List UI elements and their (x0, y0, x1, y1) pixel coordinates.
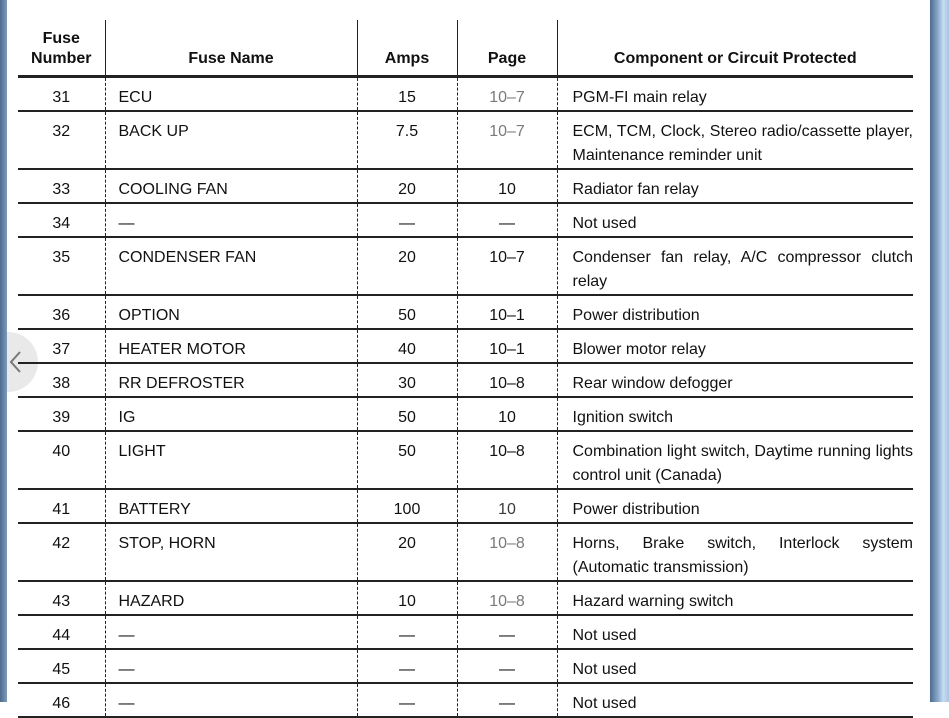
fuse-name-cell: — (105, 615, 357, 649)
fuse-number-cell: 39 (18, 397, 105, 431)
page-cell: 10–8 (457, 431, 557, 489)
amps-cell: — (357, 615, 457, 649)
fuse-number-cell: 43 (18, 581, 105, 615)
amps-cell: 40 (357, 329, 457, 363)
window-frame-left (0, 0, 7, 702)
header-fuse-number (18, 20, 105, 77)
fuse-name-cell: — (105, 683, 357, 717)
table-row (18, 295, 913, 329)
fuse-number-cell: 45 (18, 649, 105, 683)
page-cell: 10–7 (457, 237, 557, 295)
component-cell: Not used (557, 203, 913, 237)
fuse-number-cell: 46 (18, 683, 105, 717)
amps-cell: 50 (357, 295, 457, 329)
fuse-name-cell: RR DEFROSTER (105, 363, 357, 397)
page-cell: 10 (457, 397, 557, 431)
page-cell: 10–8 (457, 363, 557, 397)
fuse-name-cell: — (105, 649, 357, 683)
component-cell: Ignition switch (557, 397, 913, 431)
amps-cell: 20 (357, 523, 457, 581)
header-fuse-name: Fuse Name (105, 20, 357, 77)
page-cell: — (457, 683, 557, 717)
fuse-name-cell: HAZARD (105, 581, 357, 615)
fuse-number-cell: 42 (18, 523, 105, 581)
amps-cell: 50 (357, 397, 457, 431)
component-cell: Power distribution (557, 295, 913, 329)
fuse-name-cell: — (105, 203, 357, 237)
page-cell: 10 (457, 169, 557, 203)
fuse-number-cell: 36 (18, 295, 105, 329)
fuse-name-cell: IG (105, 397, 357, 431)
page-cell: — (457, 649, 557, 683)
header-amps: Amps (357, 20, 457, 77)
amps-cell: — (357, 683, 457, 717)
page-cell: 10–1 (457, 329, 557, 363)
header-fuse-number-line1: Fuse (42, 30, 80, 47)
component-cell: Blower motor relay (557, 329, 913, 363)
component-cell: Not used (557, 615, 913, 649)
amps-cell: 10 (357, 581, 457, 615)
table-row (18, 431, 913, 489)
page-cell: 10–8 (457, 581, 557, 615)
page-cell: 10–7 (457, 111, 557, 169)
window-frame-right (930, 0, 949, 702)
page-cell: — (457, 203, 557, 237)
fuse-name-cell: CONDENSER FAN (105, 237, 357, 295)
component-cell: Condenser fan relay, A/C compressor clutch relay (557, 237, 913, 295)
component-cell: Rear window defogger (557, 363, 913, 397)
page-cell: 10 (457, 489, 557, 523)
fuse-number-cell: 32 (18, 111, 105, 169)
amps-cell: 7.5 (357, 111, 457, 169)
table-row (18, 329, 913, 363)
fuse-name-cell: BACK UP (105, 111, 357, 169)
component-cell: Hazard warning switch (557, 581, 913, 615)
component-cell: Radiator fan relay (557, 169, 913, 203)
fuse-name-cell: COOLING FAN (105, 169, 357, 203)
amps-cell: 20 (357, 169, 457, 203)
header-component: Component or Circuit Protected (557, 20, 913, 77)
page-cell: — (457, 615, 557, 649)
table-row (18, 397, 913, 431)
table-row (18, 237, 913, 295)
table-row (18, 77, 913, 112)
component-cell: Power distribution (557, 489, 913, 523)
amps-cell: — (357, 203, 457, 237)
table-row (18, 615, 913, 649)
amps-cell: 50 (357, 431, 457, 489)
component-cell: Combination light switch, Daytime running lights control unit (Canada) (557, 431, 913, 489)
fuse-number-cell: 33 (18, 169, 105, 203)
table-row (18, 523, 913, 581)
fuse-number-cell: 38 (18, 363, 105, 397)
table-row (18, 203, 913, 237)
fuse-number-cell: 35 (18, 237, 105, 295)
amps-cell: 15 (357, 77, 457, 112)
fuse-name-cell: HEATER MOTOR (105, 329, 357, 363)
fuse-name-cell: BATTERY (105, 489, 357, 523)
fuse-number-cell: 40 (18, 431, 105, 489)
fuse-table (18, 20, 913, 718)
page-cell: 10–1 (457, 295, 557, 329)
amps-cell: — (357, 649, 457, 683)
table-row (18, 489, 913, 523)
fuse-number-cell: 34 (18, 203, 105, 237)
fuse-number-cell: 44 (18, 615, 105, 649)
page-cell: 10–8 (457, 523, 557, 581)
table-row (18, 649, 913, 683)
amps-cell: 30 (357, 363, 457, 397)
fuse-name-cell: STOP, HORN (105, 523, 357, 581)
header-fuse-number-line2: Number (31, 50, 92, 67)
component-cell: Not used (557, 649, 913, 683)
fuse-name-cell: ECU (105, 77, 357, 112)
fuse-number-cell: 37 (18, 329, 105, 363)
component-cell: Horns, Brake switch, Interlock system (Automatic transmission) (557, 523, 913, 581)
table-row (18, 581, 913, 615)
amps-cell: 20 (357, 237, 457, 295)
component-cell: ECM, TCM, Clock, Stereo radio/cassette player, Maintenance reminder unit (557, 111, 913, 169)
table-row (18, 111, 913, 169)
amps-cell: 100 (357, 489, 457, 523)
header-page: Page (457, 20, 557, 77)
page-cell: 10–7 (457, 77, 557, 112)
table-header-row (18, 20, 913, 77)
fuse-name-cell: LIGHT (105, 431, 357, 489)
component-cell: PGM-FI main relay (557, 77, 913, 112)
fuse-number-cell: 41 (18, 489, 105, 523)
table-row (18, 683, 913, 717)
fuse-number-cell: 31 (18, 77, 105, 112)
table-row (18, 169, 913, 203)
table-row (18, 363, 913, 397)
component-cell: Not used (557, 683, 913, 717)
fuse-name-cell: OPTION (105, 295, 357, 329)
